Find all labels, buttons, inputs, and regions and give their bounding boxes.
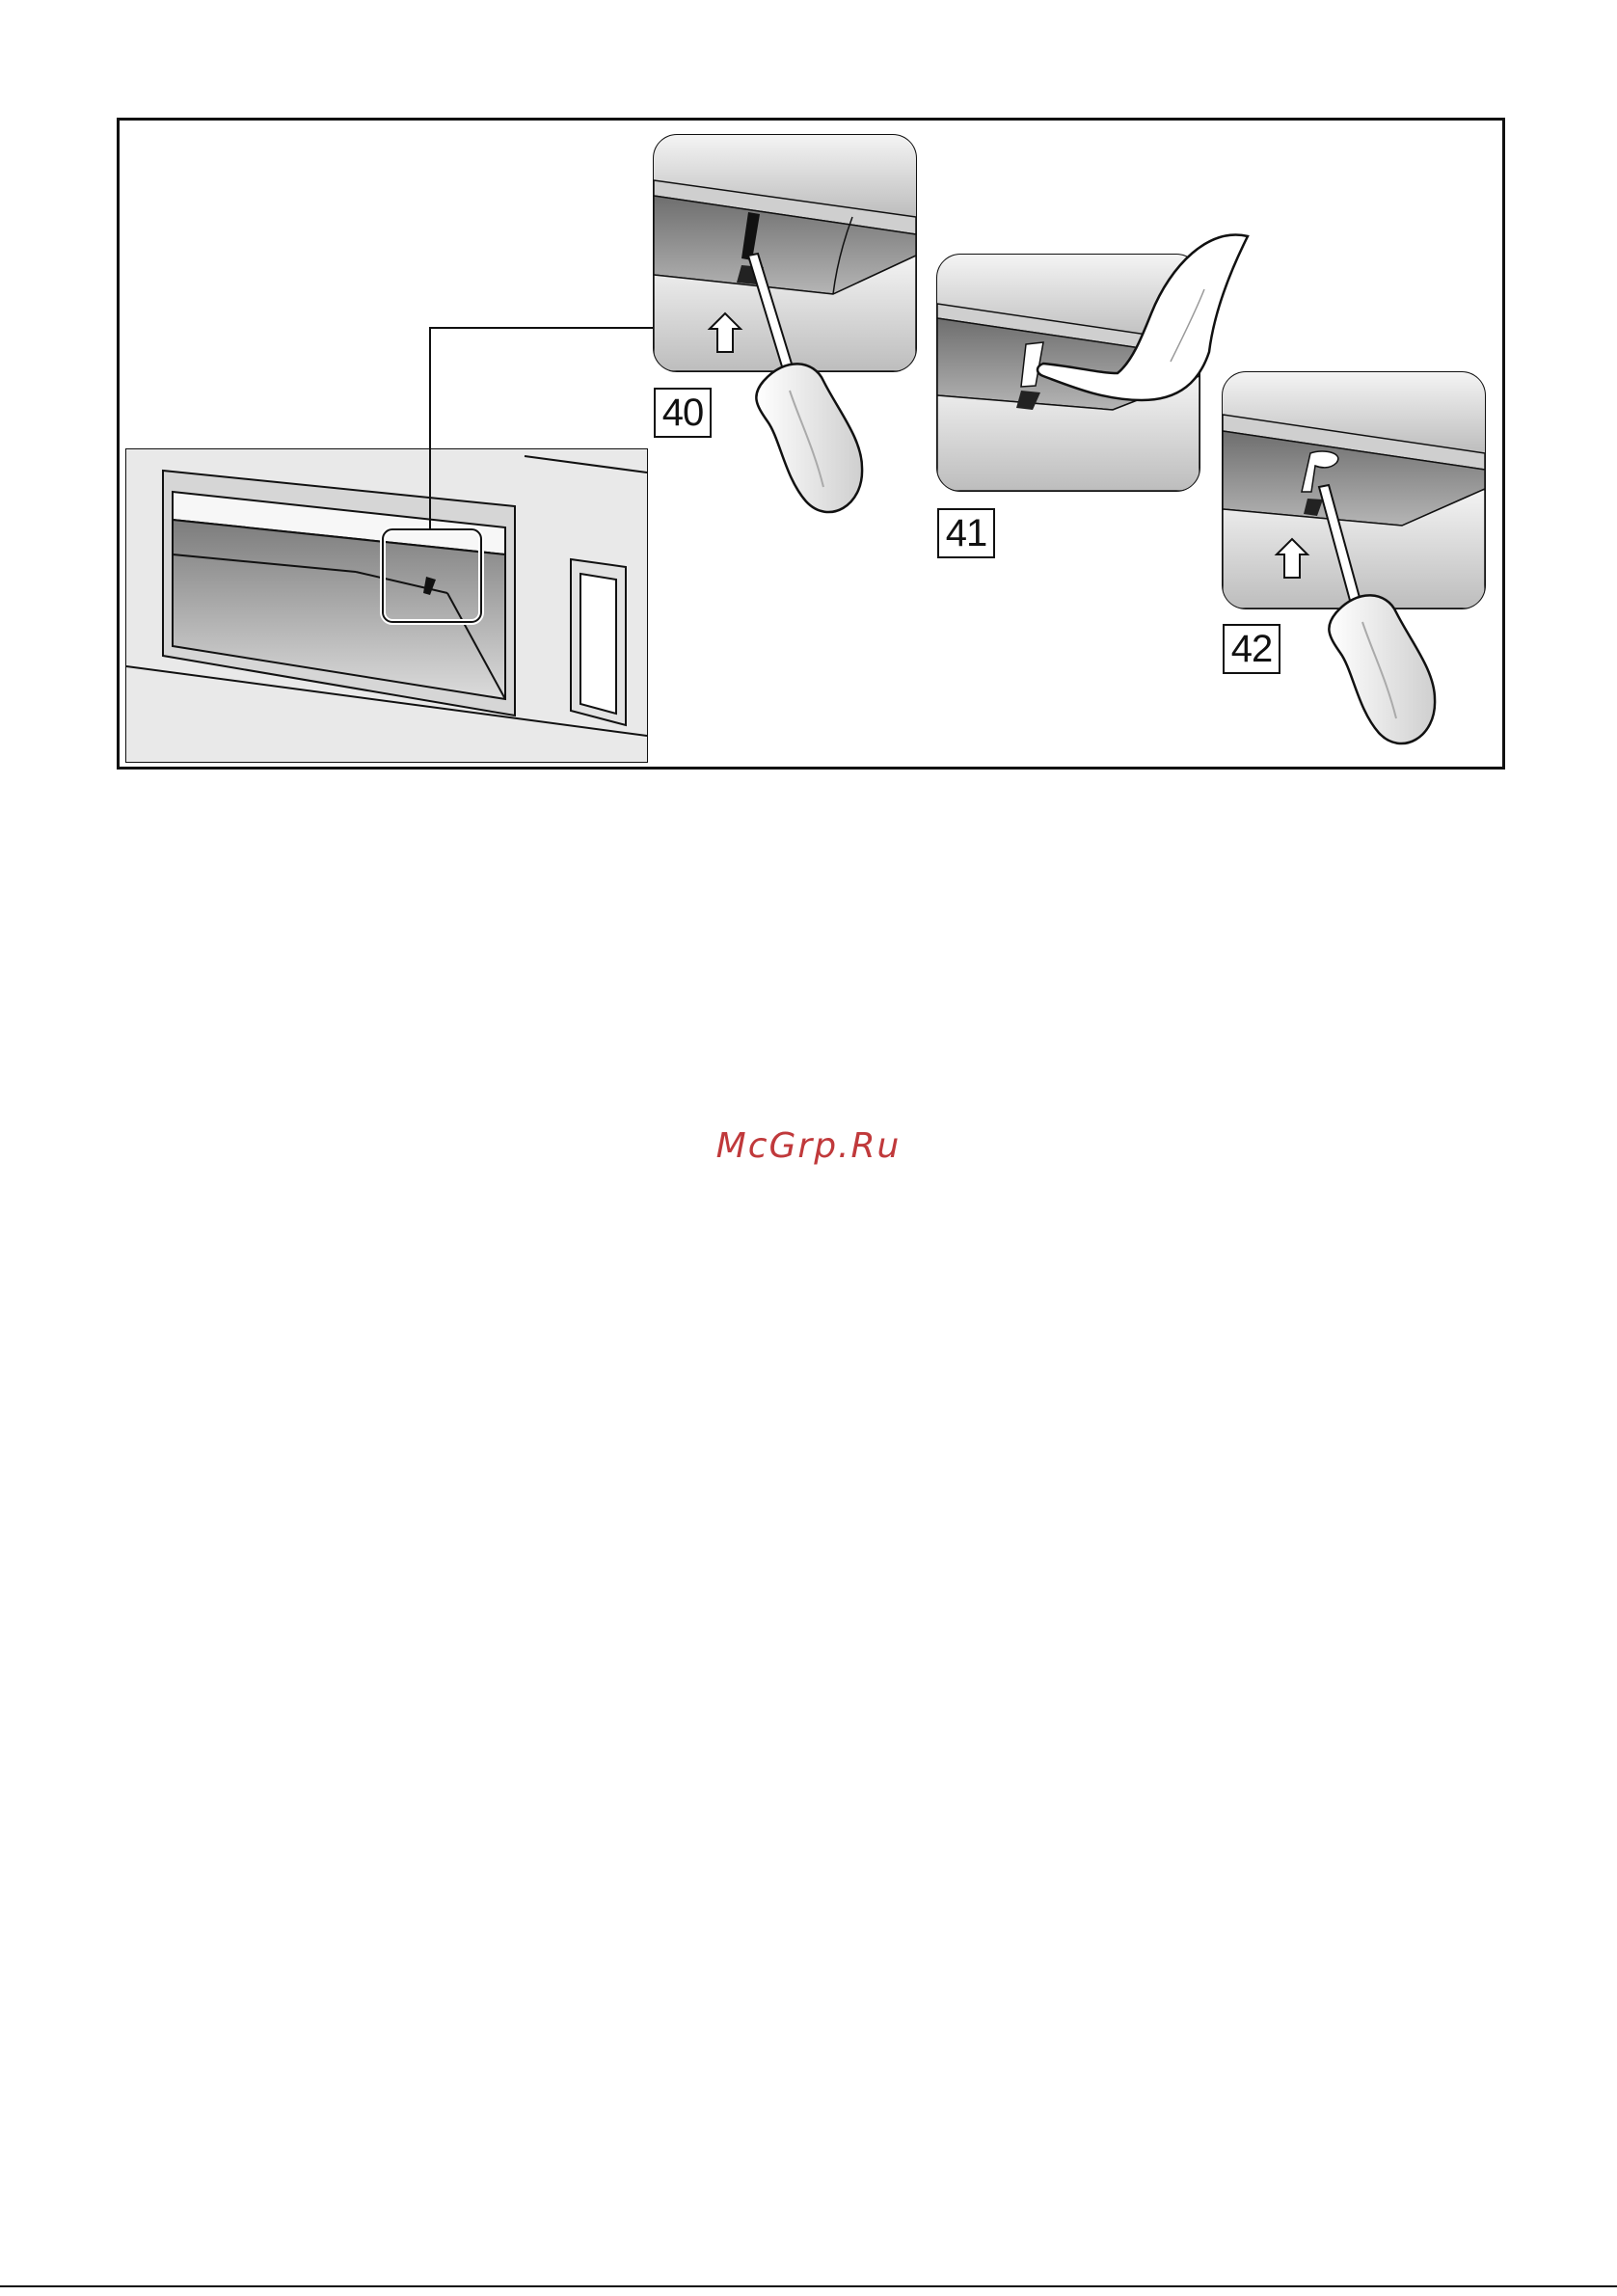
watermark-text: McGrp.Ru [715, 1126, 902, 1166]
overview-panel [126, 449, 647, 762]
step-label-41: 41 [937, 508, 995, 558]
step-41-panel [937, 234, 1248, 491]
figure-frame [117, 118, 1505, 770]
instruction-illustration [120, 121, 1502, 767]
footer-rule [0, 2285, 1617, 2287]
step-label-40: 40 [654, 388, 712, 438]
step-label-42: 42 [1223, 624, 1280, 674]
step-40-panel [654, 135, 916, 371]
